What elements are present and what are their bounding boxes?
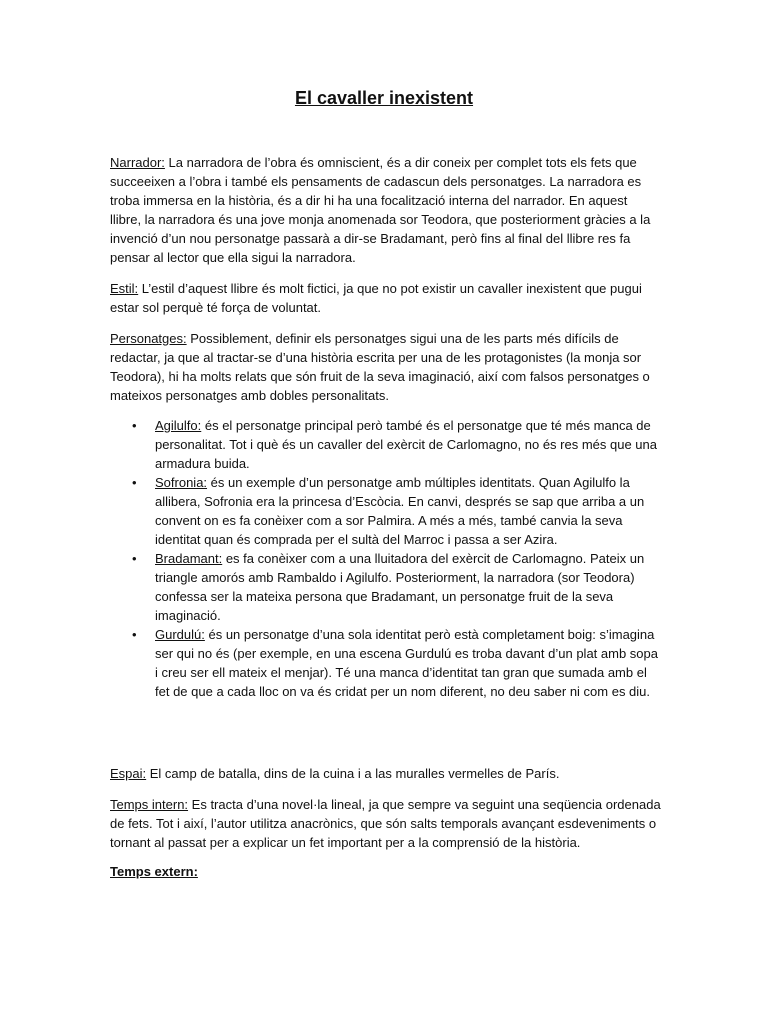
estil-paragraph [110,279,662,317]
bullet-icon: • [132,627,137,642]
bullet-icon: • [132,475,137,490]
character-text: és el personatge principal però també és el personatge que té més manca de personalitat. Tot i què és un cavaller del exèrcit de Carlomagno, no és res més que una armadura buida. [155,418,657,471]
list-item [110,473,662,549]
page-title: El cavaller inexistent [294,88,474,108]
list-item [110,625,662,701]
character-label: Gurdulú: [155,627,205,642]
character-label: Agilulfo: [155,418,202,433]
espai-text: El camp de batalla, dins de la cuina i a las muralles vermelles de París. [146,766,560,781]
narrador-label: Narrador: [110,155,165,170]
list-item [110,549,662,625]
character-text: és un personatge d’una sola identitat però està completament boig: s’imagina ser qui no és (per exemple, en una escena Gurdulú es troba davant d’un plat amb sopa i creu ser ell mateix el menjar). Té una manca d’identitat tan gran que sumada amb el fet de que a cada lloc on va és cridat per un nom diferent, no deu saber ni com es diu. [155,627,658,699]
character-text: és un exemple d’un personatge amb múltiples identitats. Quan Agilulfo la allibera, Sofronia era la princesa d’Escòcia. En canvi, després se sap que arriba a un convent on es fa conèixer com a sor Palmira. A més a més, també canvia la seva identitat quan és comprada per el sultà del Marroc i passa a ser Azira. [155,475,645,547]
characters-list [110,416,662,701]
temps-extern-paragraph [110,862,662,881]
bullet-icon: • [132,418,137,433]
temps-extern-label: Temps extern: [110,864,198,879]
temps-intern-label: Temps intern: [110,797,189,812]
character-label: Sofronia: [155,475,208,490]
personatges-paragraph [110,329,662,405]
bullet-icon: • [132,551,137,566]
character-text: es fa conèixer com a una lluitadora del exèrcit de Carlomagno. Pateix un triangle amorós amb Rambaldo i Agilulfo. Posteriorment, la narradora (sor Teodora) confessa ser la mateixa persona que Bradamant, un personatge fruit de la seva imaginació. [155,551,645,623]
estil-label: Estil: [110,281,139,296]
personatges-label: Personatges: [110,331,187,346]
temps-intern-text: Es tracta d’una novel·la lineal, ja que sempre va seguint una seqüencia ordenada de fets. Tot i així, l’autor utilitza anacrònics, que són salts temporals avançant esdeveniments o tornant al passat per a explicar un fet important per a la comprensió de la història. [110,797,661,850]
character-label: Bradamant: [155,551,223,566]
narrador-paragraph [110,153,662,267]
personatges-text: Possiblement, definir els personatges sigui una de les parts més difícils de redactar, ja que al tractar-se d’una història escrita per una de les protagonistes (la monja sor Teodora), hi ha molts relats que són fruit de la seva imaginació, així com falsos personatges o mateixos personatges amb dobles personalitats. [110,331,650,403]
estil-text: L’estil d’aquest llibre és molt fictici, ja que no pot existir un cavaller inexistent que pugui estar sol perquè té força de voluntat. [110,281,642,315]
espai-label: Espai: [110,766,147,781]
list-item [110,416,662,473]
espai-paragraph [110,764,662,783]
narrador-text: La narradora de l’obra és omniscient, és a dir coneix per complet tots els fets que succeeixen a l’obra i també els pensaments de cadascun dels personatges. La narradora es troba immersa en la història, és a dir hi ha una focalització interna del narrador. En aquest llibre, la narradora és una jove monja anomenada sor Teodora, que posteriorment gràcies a la invenció d’un nou personatge passarà a dir-se Bradamant, però fins al final del llibre res fa pensar al lector que ella sigui la narradora. [110,155,651,265]
temps-intern-paragraph [110,795,662,852]
